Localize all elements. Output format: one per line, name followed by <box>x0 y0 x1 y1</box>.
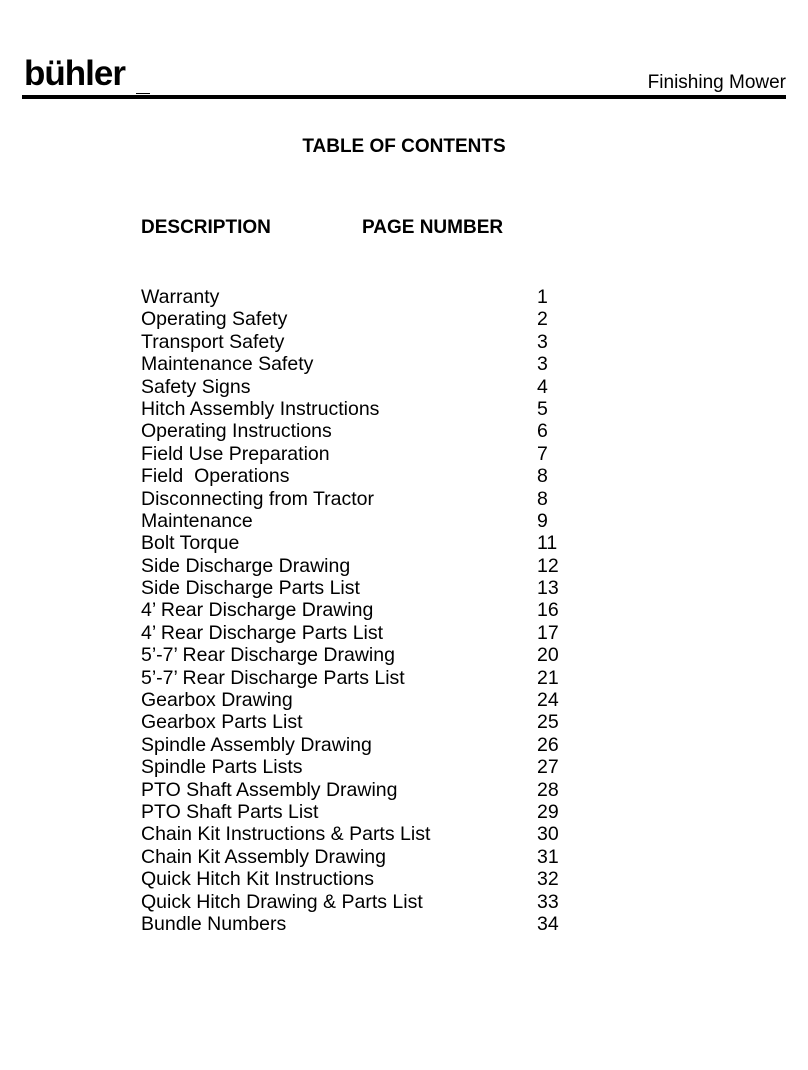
toc-entry <box>141 420 571 442</box>
toc-entry-page: 29 <box>537 800 559 823</box>
toc-entry-page: 3 <box>537 330 548 353</box>
toc-entry-page: 17 <box>537 621 559 644</box>
toc-entry-page: 4 <box>537 375 548 398</box>
toc-entry-label: Maintenance <box>141 509 253 532</box>
toc-entry-page: 33 <box>537 890 559 913</box>
toc-entry <box>141 868 571 890</box>
toc-entry <box>141 510 571 532</box>
toc-entry-label: Maintenance Safety <box>141 353 314 376</box>
toc-entry <box>141 443 571 465</box>
toc-entry-label: Gearbox Drawing <box>141 689 293 712</box>
toc-entry-page: 21 <box>537 666 559 689</box>
toc-entry-label: Hitch Assembly Instructions <box>141 397 380 420</box>
toc-entry-page: 20 <box>537 644 559 667</box>
toc-entry-page: 16 <box>537 599 559 622</box>
toc-entry <box>141 801 571 823</box>
toc-entry-page: 34 <box>537 912 559 935</box>
toc-entry-page: 9 <box>537 509 548 532</box>
page-header <box>24 54 786 98</box>
toc-entry-label: Gearbox Parts List <box>141 711 303 734</box>
toc-entry-label: Field Use Preparation <box>141 442 330 465</box>
toc-entry <box>141 667 571 689</box>
logo-underline-mark <box>136 93 150 94</box>
toc-entry-label: Operating Instructions <box>141 420 332 443</box>
toc-entry <box>141 891 571 913</box>
toc-entry <box>141 488 571 510</box>
toc-entry-page: 5 <box>537 397 548 420</box>
toc-entry-label: Operating Safety <box>141 308 288 331</box>
toc-entry-label: Safety Signs <box>141 375 251 398</box>
header-divider <box>22 95 786 99</box>
toc-entry-page: 7 <box>537 442 548 465</box>
toc-entry-page: 31 <box>537 845 559 868</box>
toc-entry-list <box>141 286 571 935</box>
toc-entry-page: 28 <box>537 778 559 801</box>
toc-entry-label: 4’ Rear Discharge Drawing <box>141 599 374 622</box>
toc-entry <box>141 823 571 845</box>
toc-entry <box>141 465 571 487</box>
toc-entry-label: Bundle Numbers <box>141 912 287 935</box>
toc-entry-label: Side Discharge Parts List <box>141 577 360 600</box>
toc-entry <box>141 913 571 935</box>
toc-entry-page: 3 <box>537 353 548 376</box>
toc-entry <box>141 689 571 711</box>
toc-entry-page: 32 <box>537 868 559 891</box>
toc-entry-label: Bolt Torque <box>141 532 240 555</box>
toc-entry-label: PTO Shaft Parts List <box>141 800 319 823</box>
toc-entry <box>141 555 571 577</box>
toc-entry <box>141 286 571 308</box>
toc-entry-page: 6 <box>537 420 548 443</box>
toc-entry-label: Chain Kit Assembly Drawing <box>141 845 386 868</box>
toc-entry <box>141 398 571 420</box>
toc-entry-label: Quick Hitch Kit Instructions <box>141 868 374 891</box>
toc-entry-page: 30 <box>537 823 559 846</box>
toc-entry <box>141 331 571 353</box>
toc-entry-label: Quick Hitch Drawing & Parts List <box>141 890 423 913</box>
toc-entry-label: Side Discharge Drawing <box>141 554 351 577</box>
toc-entry <box>141 622 571 644</box>
toc-entry-page: 26 <box>537 733 559 756</box>
toc-entry-page: 11 <box>537 532 558 555</box>
toc-entry <box>141 846 571 868</box>
toc-entry-page: 27 <box>537 756 559 779</box>
buhler-logo: bühler <box>24 54 125 93</box>
toc-entry <box>141 779 571 801</box>
toc-entry-page: 8 <box>537 465 548 488</box>
toc-heading: TABLE OF CONTENTS <box>302 136 506 157</box>
toc-entry <box>141 644 571 666</box>
toc-entry-page: 2 <box>537 308 548 331</box>
toc-entry <box>141 376 571 398</box>
toc-entry-label: 5’-7’ Rear Discharge Drawing <box>141 644 395 667</box>
toc-entry-label: PTO Shaft Assembly Drawing <box>141 778 398 801</box>
toc-entry-label: Chain Kit Instructions & Parts List <box>141 823 431 846</box>
toc-entry-label: Spindle Assembly Drawing <box>141 733 372 756</box>
toc-entry <box>141 599 571 621</box>
toc-entry <box>141 353 571 375</box>
toc-entry <box>141 756 571 778</box>
document-title: Finishing Mower <box>647 72 786 93</box>
toc-entry-label: 5’-7’ Rear Discharge Parts List <box>141 666 405 689</box>
toc-entry <box>141 308 571 330</box>
toc-entry-label: Field Operations <box>141 465 290 488</box>
toc-entry-label: Transport Safety <box>141 330 285 353</box>
toc-entry-label: 4’ Rear Discharge Parts List <box>141 621 384 644</box>
column-header-description: DESCRIPTION <box>141 217 271 238</box>
toc-entry-label: Spindle Parts Lists <box>141 756 303 779</box>
toc-entry-page: 24 <box>537 689 559 712</box>
toc-entry <box>141 577 571 599</box>
toc-entry <box>141 532 571 554</box>
toc-entry-label: Warranty <box>141 286 220 308</box>
toc-entry-page: 1 <box>537 286 548 308</box>
toc-entry-page: 8 <box>537 487 548 510</box>
toc-entry-page: 13 <box>537 577 559 600</box>
toc-entry-page: 25 <box>537 711 559 734</box>
toc-entry <box>141 711 571 733</box>
toc-entry-page: 12 <box>537 554 559 577</box>
column-header-page-number: PAGE NUMBER <box>362 217 504 238</box>
toc-entry <box>141 734 571 756</box>
toc-entry-label: Disconnecting from Tractor <box>141 487 375 510</box>
